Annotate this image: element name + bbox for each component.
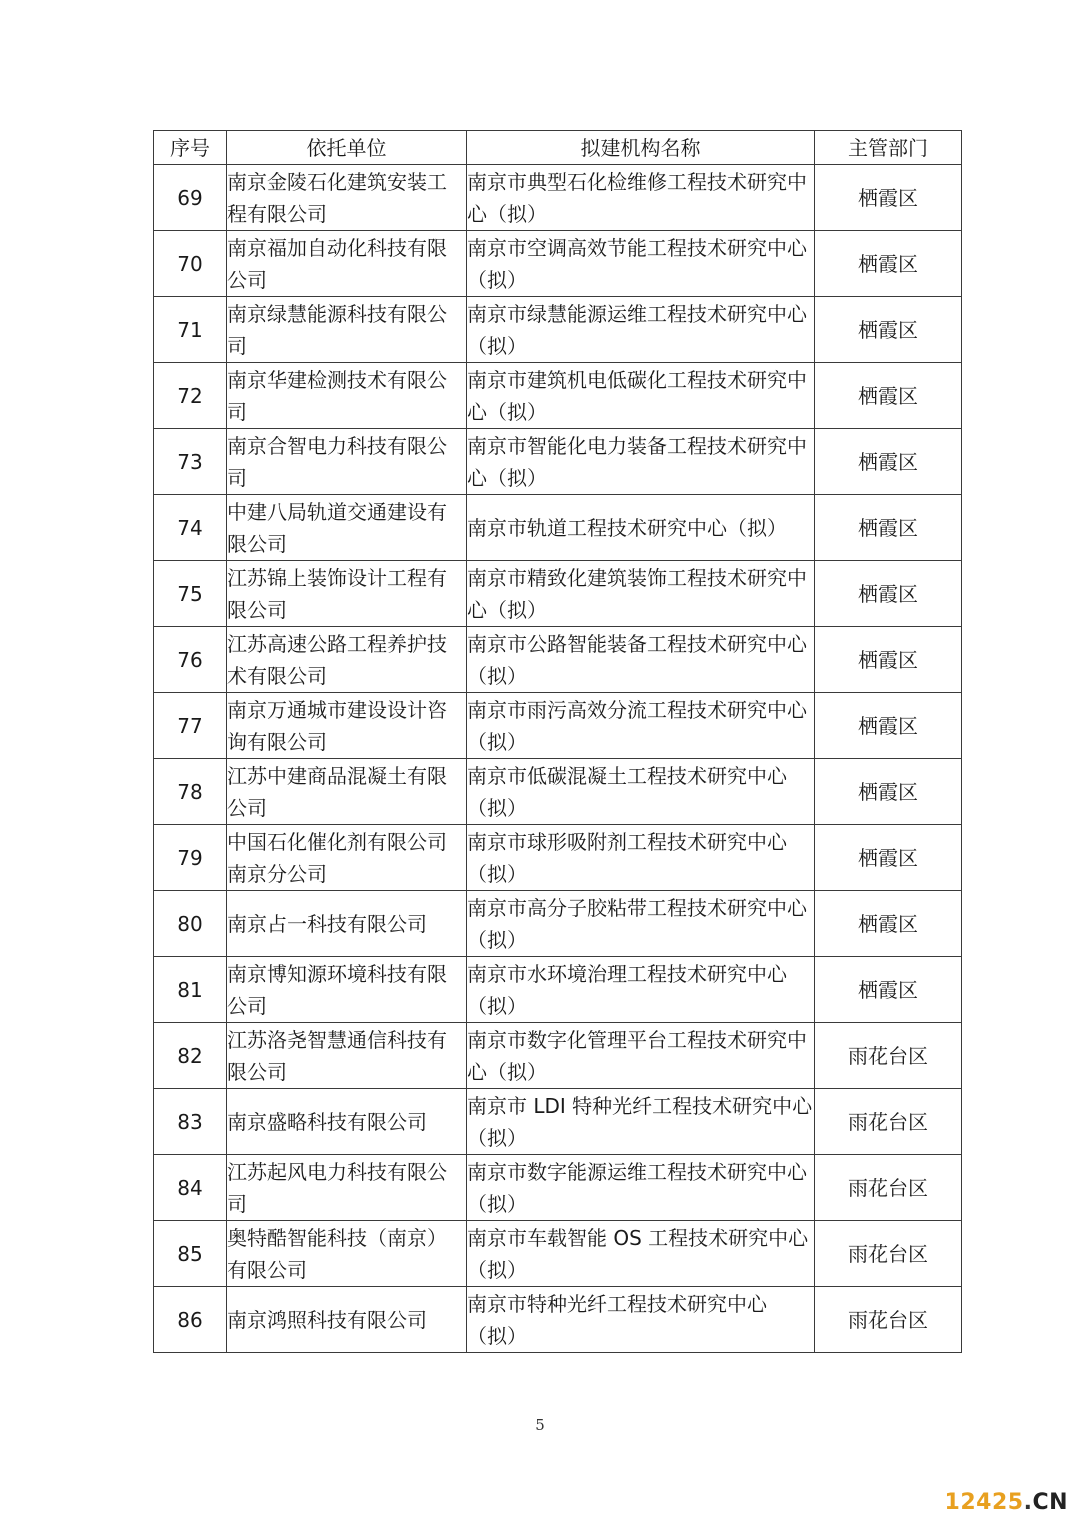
cell-serial-number: 73 [154, 429, 227, 495]
cell-serial-number: 74 [154, 495, 227, 561]
table-row [154, 627, 962, 693]
cell-serial-number: 71 [154, 297, 227, 363]
table-row [154, 1023, 962, 1089]
header-host-unit: 依托单位 [227, 131, 467, 165]
table-row [154, 495, 962, 561]
cell-center-name: 南京市车载智能 OS 工程技术研究中心（拟） [467, 1221, 815, 1287]
table-row [154, 231, 962, 297]
cell-host-unit: 南京万通城市建设设计咨询有限公司 [227, 693, 467, 759]
cell-center-name: 南京市轨道工程技术研究中心（拟） [467, 495, 815, 561]
site-watermark [945, 1490, 1068, 1515]
cell-serial-number: 85 [154, 1221, 227, 1287]
table-row [154, 693, 962, 759]
research-center-table [153, 130, 962, 1353]
cell-center-name: 南京市高分子胶粘带工程技术研究中心（拟） [467, 891, 815, 957]
cell-department: 栖霞区 [815, 561, 962, 627]
cell-host-unit: 江苏锦上装饰设计工程有限公司 [227, 561, 467, 627]
cell-center-name: 南京市智能化电力装备工程技术研究中心（拟） [467, 429, 815, 495]
cell-serial-number: 76 [154, 627, 227, 693]
cell-center-name: 南京市空调高效节能工程技术研究中心（拟） [467, 231, 815, 297]
table-row [154, 891, 962, 957]
cell-host-unit: 江苏洛尧智慧通信科技有限公司 [227, 1023, 467, 1089]
cell-center-name: 南京市球形吸附剂工程技术研究中心（拟） [467, 825, 815, 891]
cell-serial-number: 80 [154, 891, 227, 957]
cell-department: 雨花台区 [815, 1221, 962, 1287]
table-row [154, 1155, 962, 1221]
cell-host-unit: 江苏起风电力科技有限公司 [227, 1155, 467, 1221]
cell-department: 栖霞区 [815, 297, 962, 363]
cell-center-name: 南京市水环境治理工程技术研究中心（拟） [467, 957, 815, 1023]
cell-host-unit: 南京博知源环境科技有限公司 [227, 957, 467, 1023]
watermark-digits: 12425 [944, 1490, 1024, 1515]
cell-center-name: 南京市典型石化检维修工程技术研究中心（拟） [467, 165, 815, 231]
cell-center-name: 南京市公路智能装备工程技术研究中心（拟） [467, 627, 815, 693]
cell-host-unit: 中国石化催化剂有限公司南京分公司 [227, 825, 467, 891]
cell-serial-number: 86 [154, 1287, 227, 1353]
header-serial-number: 序号 [154, 131, 227, 165]
cell-host-unit: 南京鸿照科技有限公司 [227, 1287, 467, 1353]
header-center-name: 拟建机构名称 [467, 131, 815, 165]
cell-host-unit: 南京合智电力科技有限公司 [227, 429, 467, 495]
cell-department: 栖霞区 [815, 693, 962, 759]
cell-center-name: 南京市绿慧能源运维工程技术研究中心（拟） [467, 297, 815, 363]
cell-department: 雨花台区 [815, 1089, 962, 1155]
cell-center-name: 南京市低碳混凝土工程技术研究中心（拟） [467, 759, 815, 825]
watermark-suffix: CN [1032, 1490, 1068, 1515]
cell-department: 栖霞区 [815, 627, 962, 693]
cell-department: 栖霞区 [815, 759, 962, 825]
cell-center-name: 南京市精致化建筑装饰工程技术研究中心（拟） [467, 561, 815, 627]
cell-serial-number: 81 [154, 957, 227, 1023]
cell-department: 栖霞区 [815, 231, 962, 297]
cell-department: 雨花台区 [815, 1023, 962, 1089]
cell-serial-number: 70 [154, 231, 227, 297]
cell-host-unit: 南京金陵石化建筑安装工程有限公司 [227, 165, 467, 231]
table-row [154, 957, 962, 1023]
cell-center-name: 南京市建筑机电低碳化工程技术研究中心（拟） [467, 363, 815, 429]
cell-center-name: 南京市特种光纤工程技术研究中心（拟） [467, 1287, 815, 1353]
cell-serial-number: 84 [154, 1155, 227, 1221]
cell-center-name: 南京市数字化管理平台工程技术研究中心（拟） [467, 1023, 815, 1089]
page-number: 5 [535, 1416, 545, 1434]
cell-serial-number: 69 [154, 165, 227, 231]
cell-serial-number: 72 [154, 363, 227, 429]
cell-host-unit: 南京福加自动化科技有限公司 [227, 231, 467, 297]
cell-serial-number: 77 [154, 693, 227, 759]
table-row [154, 297, 962, 363]
cell-host-unit: 中建八局轨道交通建设有限公司 [227, 495, 467, 561]
cell-host-unit: 江苏中建商品混凝土有限公司 [227, 759, 467, 825]
table-row [154, 363, 962, 429]
cell-serial-number: 75 [154, 561, 227, 627]
cell-department: 栖霞区 [815, 495, 962, 561]
cell-department: 雨花台区 [815, 1287, 962, 1353]
cell-host-unit: 南京华建检测技术有限公司 [227, 363, 467, 429]
cell-host-unit: 奥特酷智能科技（南京）有限公司 [227, 1221, 467, 1287]
watermark-dot: . [1023, 1490, 1033, 1515]
cell-host-unit: 南京绿慧能源科技有限公司 [227, 297, 467, 363]
table-row [154, 1089, 962, 1155]
cell-department: 栖霞区 [815, 165, 962, 231]
document-table-container [153, 130, 957, 1353]
cell-center-name: 南京市 LDI 特种光纤工程技术研究中心（拟） [467, 1089, 815, 1155]
table-row [154, 429, 962, 495]
cell-serial-number: 78 [154, 759, 227, 825]
table-body [154, 165, 962, 1353]
cell-host-unit: 江苏高速公路工程养护技术有限公司 [227, 627, 467, 693]
cell-serial-number: 82 [154, 1023, 227, 1089]
cell-department: 栖霞区 [815, 429, 962, 495]
header-department: 主管部门 [815, 131, 962, 165]
cell-center-name: 南京市数字能源运维工程技术研究中心（拟） [467, 1155, 815, 1221]
cell-host-unit: 南京盛略科技有限公司 [227, 1089, 467, 1155]
cell-department: 栖霞区 [815, 825, 962, 891]
table-row [154, 561, 962, 627]
cell-serial-number: 83 [154, 1089, 227, 1155]
table-row [154, 759, 962, 825]
table-row [154, 1221, 962, 1287]
table-row [154, 165, 962, 231]
cell-department: 栖霞区 [815, 363, 962, 429]
cell-department: 栖霞区 [815, 957, 962, 1023]
table-row [154, 825, 962, 891]
cell-center-name: 南京市雨污高效分流工程技术研究中心（拟） [467, 693, 815, 759]
cell-department: 栖霞区 [815, 891, 962, 957]
table-header-row [154, 131, 962, 165]
cell-department: 雨花台区 [815, 1155, 962, 1221]
cell-host-unit: 南京占一科技有限公司 [227, 891, 467, 957]
cell-serial-number: 79 [154, 825, 227, 891]
table-row [154, 1287, 962, 1353]
